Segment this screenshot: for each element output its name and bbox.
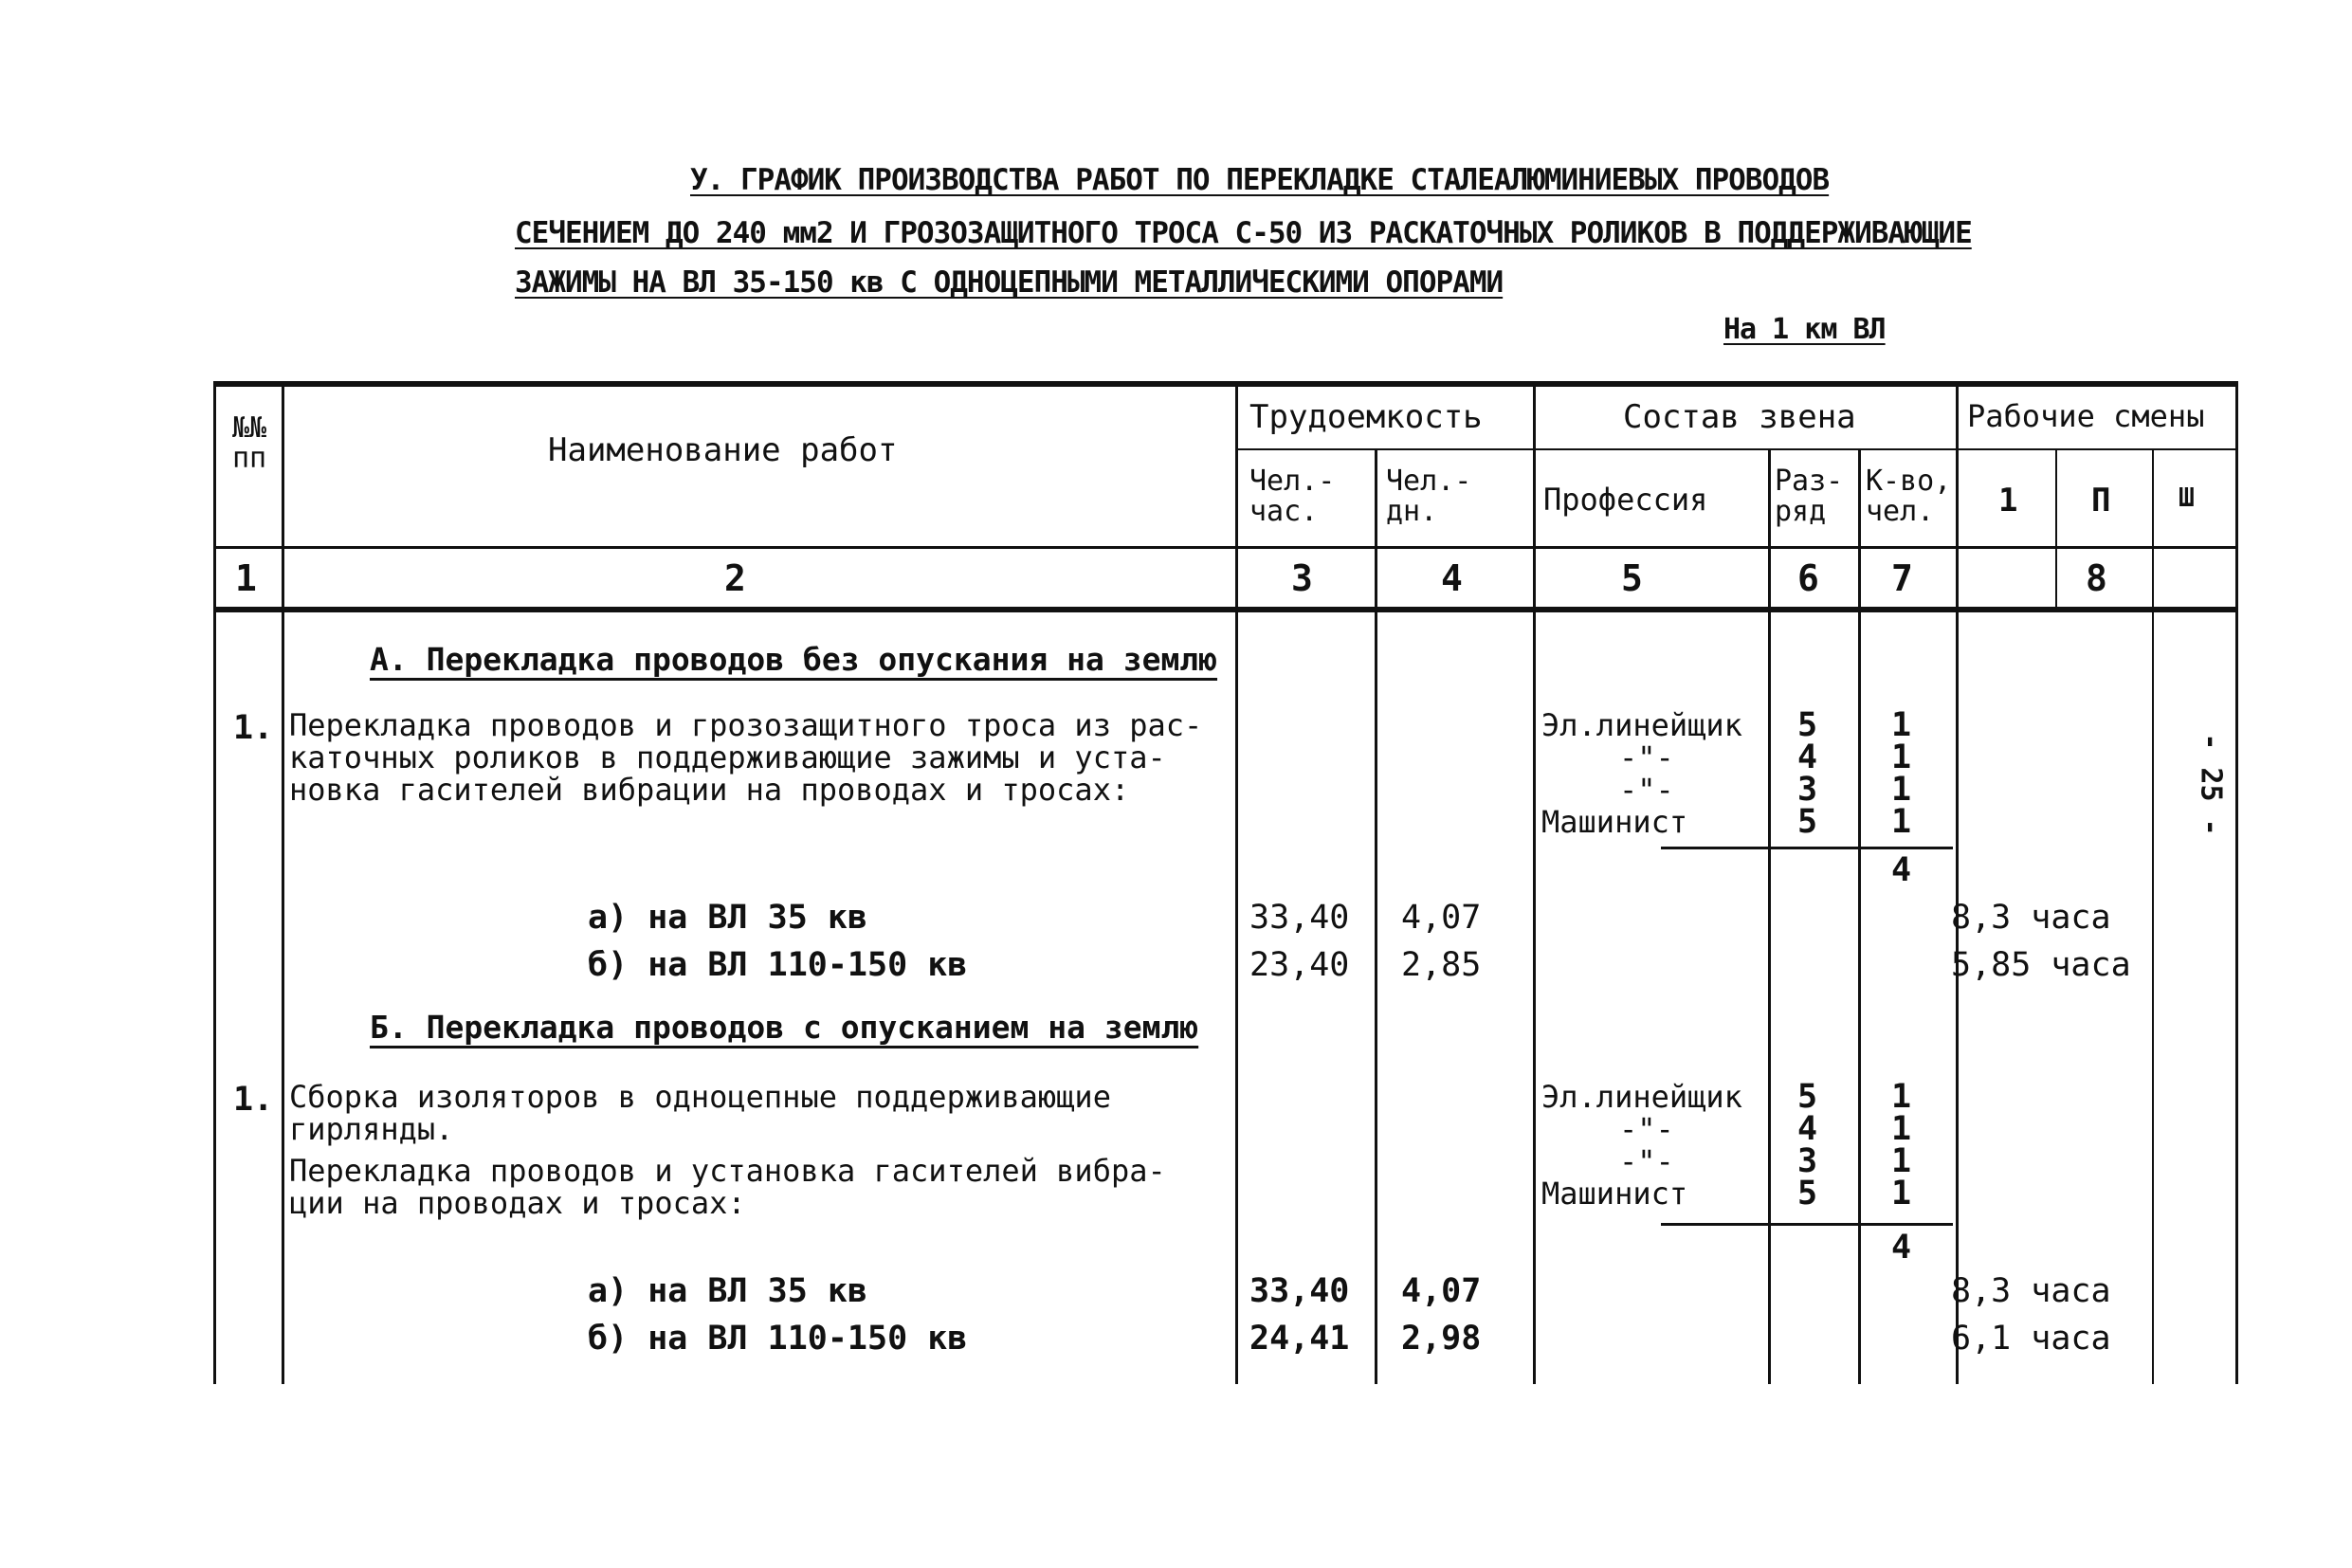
section-b-total: 4 [1891, 1229, 1912, 1267]
header-labor: Трудоемкость [1249, 398, 1483, 436]
title-line-3: ЗАЖИМЫ НА ВЛ 35-150 кв С ОДНОЦЕПНЫМИ МЕТАЛЛИЧЕСКИМИ ОПОРАМИ [515, 265, 1504, 300]
title-line-2: СЕЧЕНИЕМ ДО 240 мм2 И ГРОЗОЗАЩИТНОГО ТРОСА С-50 ИЗ РАСКАТОЧНЫХ РОЛИКОВ В ПОДДЕРЖИВАЮЩИЕ [515, 216, 1972, 250]
colnum-5: 5 [1621, 557, 1643, 599]
section-b-item-num: 1. [233, 1081, 274, 1119]
profession: Машинист [1541, 804, 1688, 840]
section-b-row-b-days: 2,98 [1401, 1320, 1482, 1358]
section-a-row-a-hours: 33,40 [1249, 899, 1350, 937]
header-shift-3: Ш [2179, 482, 2195, 513]
col-sep-5 [1533, 381, 1536, 1384]
colnum-2: 2 [724, 557, 746, 599]
unit-note: На 1 км ВЛ [1723, 313, 1886, 346]
section-a-text-line: Перекладка проводов и грозозащитного троса из рас- [289, 707, 1203, 743]
count: 1 [1891, 1078, 1912, 1116]
colnum-3: 3 [1291, 557, 1313, 599]
count: 1 [1891, 1142, 1912, 1180]
profession: Эл.линейщик [1541, 1079, 1742, 1115]
profession: -"- [1619, 739, 1674, 775]
section-b-total-rule [1661, 1223, 1953, 1226]
header-labor-days: Чел.- дн. [1386, 465, 1472, 528]
header-profession: Профессия [1543, 482, 1708, 518]
colnum-6: 6 [1797, 557, 1819, 599]
profession: -"- [1619, 1143, 1674, 1179]
title-line-1: У. ГРАФИК ПРОИЗВОДСТВА РАБОТ ПО ПЕРЕКЛАДКЕ СТАЛЕАЛЮМИНИЕВЫХ ПРОВОДОВ [690, 163, 1830, 197]
section-a-total-rule [1661, 847, 1953, 849]
count: 1 [1891, 1175, 1912, 1212]
section-b-row-b-hours: 24,41 [1249, 1320, 1350, 1358]
col-sep-9 [2055, 450, 2057, 607]
section-a-grades [1797, 706, 1818, 841]
section-a-title: А. Перекладка проводов без опускания на землю [370, 641, 1218, 678]
col-sep-1 [213, 381, 216, 1384]
header-name: Наименование работ [548, 431, 898, 469]
section-a-item-text [289, 709, 1202, 806]
grade: 5 [1797, 1078, 1818, 1116]
section-b-row-a-shift: 8,3 часа [1951, 1272, 2111, 1310]
section-a-text-line: каточных роликов в поддерживающие зажимы и уста- [289, 739, 1166, 775]
header-bottom-rule [213, 546, 2238, 549]
header-shifts: Рабочие смены [1967, 398, 2205, 434]
col-sep-2 [282, 381, 284, 1384]
profession: Эл.линейщик [1541, 707, 1742, 743]
profession: -"- [1619, 1111, 1674, 1147]
header-count: К-во, чел. [1866, 465, 1952, 528]
count: 1 [1891, 738, 1912, 776]
section-a-counts [1891, 706, 1912, 841]
section-b-row-b-shift: 6,1 часа [1951, 1320, 2111, 1358]
count: 1 [1891, 771, 1912, 809]
grade: 3 [1797, 771, 1818, 809]
grade: 3 [1797, 1142, 1818, 1180]
count: 1 [1891, 1110, 1912, 1148]
page-mark: - 25 - [2194, 733, 2228, 836]
section-a-professions [1541, 709, 1742, 838]
colnum-8: 8 [2086, 557, 2107, 599]
header-labor-hours: Чел.- час. [1249, 465, 1336, 528]
count: 1 [1891, 706, 1912, 744]
grade: 5 [1797, 1175, 1818, 1212]
header-grade: Раз- ряд [1775, 465, 1844, 528]
header-crew: Состав звена [1623, 398, 1856, 436]
section-b-row-a-label: а) на ВЛ 35 кв [588, 1272, 868, 1310]
header-shift-1: 1 [1998, 482, 2018, 520]
profession: Машинист [1541, 1176, 1688, 1212]
profession: -"- [1619, 772, 1674, 808]
section-a-row-b-label: б) на ВЛ 110-150 кв [588, 946, 968, 984]
section-b-professions [1541, 1081, 1742, 1210]
col-sep-4 [1375, 450, 1377, 1384]
section-b-title: Б. Перекладка проводов с опусканием на землю [370, 1009, 1199, 1046]
section-a-text-line: новка гасителей вибрации на проводах и тросах: [289, 772, 1130, 808]
section-a-row-b-days: 2,85 [1401, 946, 1482, 984]
section-b-text-line: гирлянды. [289, 1111, 454, 1147]
section-b-row-a-days: 4,07 [1401, 1272, 1482, 1310]
colnum-7: 7 [1891, 557, 1913, 599]
section-b-row-a-hours: 33,40 [1249, 1272, 1350, 1310]
section-b-item-text [289, 1081, 1166, 1219]
section-a-row-b-shift: 5,85 часа [1951, 946, 2131, 984]
col-sep-10 [2152, 450, 2154, 1384]
colnum-1: 1 [235, 557, 257, 599]
col-sep-3 [1235, 381, 1238, 1384]
grade: 4 [1797, 1110, 1818, 1148]
col-sep-11 [2235, 381, 2238, 1384]
section-b-grades [1797, 1078, 1818, 1212]
section-a-row-a-label: а) на ВЛ 35 кв [588, 899, 868, 937]
section-b-text-line: Сборка изоляторов в одноцепные поддерживающие [289, 1079, 1111, 1115]
count: 1 [1891, 803, 1912, 841]
header-num: №№ пп [231, 411, 267, 475]
colnum-bottom-rule [213, 607, 2238, 612]
section-a-row-a-days: 4,07 [1401, 899, 1482, 937]
header-shift-2: П [2091, 482, 2111, 520]
grade: 5 [1797, 706, 1818, 744]
table-top-border [213, 381, 2238, 387]
col-sep-8 [1956, 381, 1959, 1384]
grade: 4 [1797, 738, 1818, 776]
section-a-row-b-hours: 23,40 [1249, 946, 1350, 984]
section-a-item-num: 1. [233, 709, 274, 747]
section-a-row-a-shift: 8,3 часа [1951, 899, 2111, 937]
section-b-row-b-label: б) на ВЛ 110-150 кв [588, 1320, 968, 1358]
col-sep-7 [1858, 450, 1861, 1384]
section-a-total: 4 [1891, 851, 1912, 889]
colnum-4: 4 [1441, 557, 1463, 599]
section-b-text-line: Перекладка проводов и установка гасителей вибра- [289, 1153, 1166, 1189]
grade: 5 [1797, 803, 1818, 841]
header-subrule [1235, 448, 2238, 450]
section-b-counts [1891, 1078, 1912, 1212]
col-sep-6 [1768, 450, 1771, 1384]
section-b-text-line: ции на проводах и тросах: [289, 1185, 746, 1221]
